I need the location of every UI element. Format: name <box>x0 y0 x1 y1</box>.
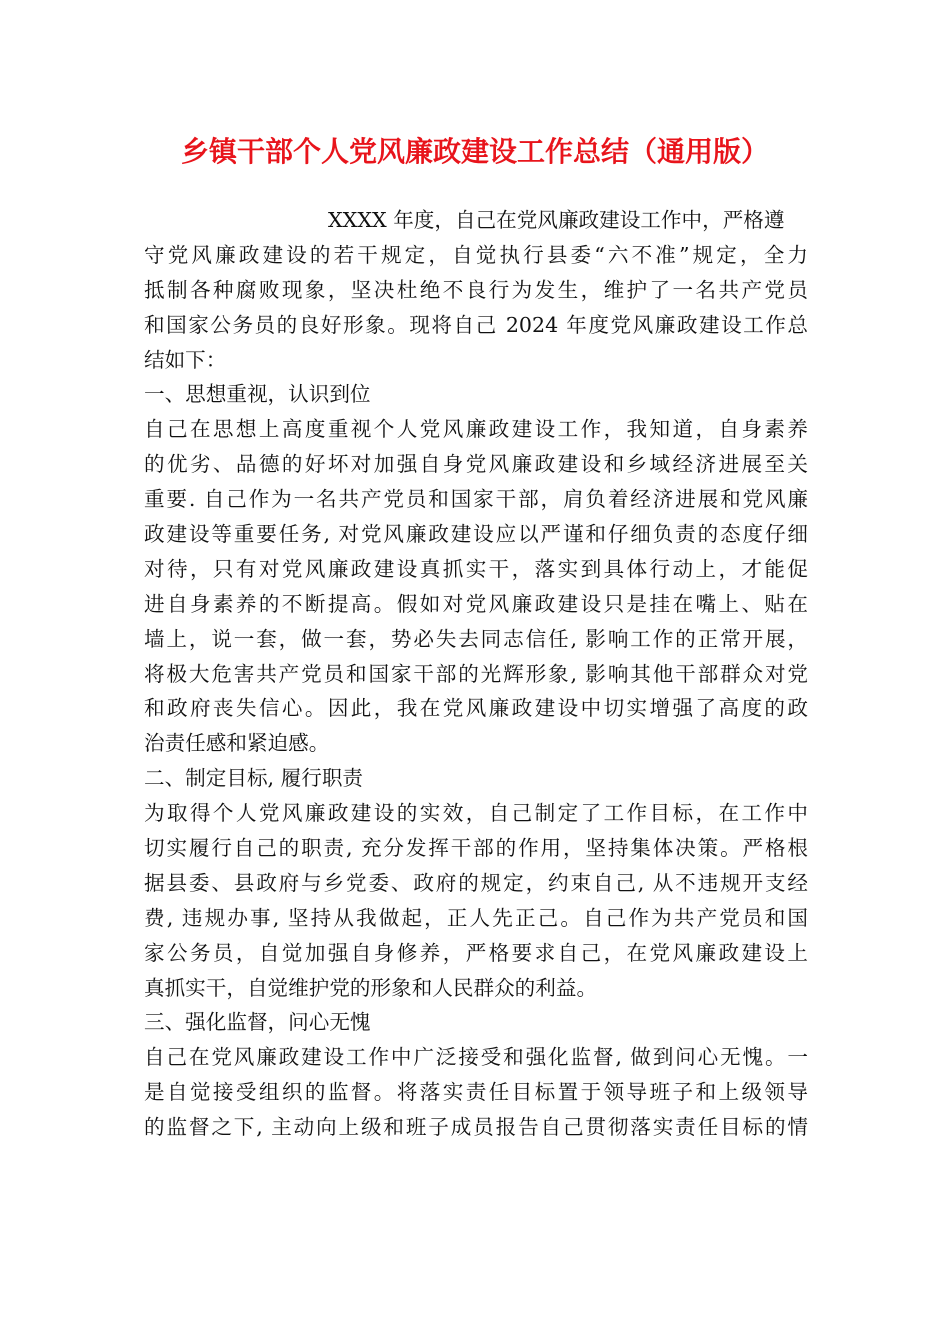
paragraph-line: 的监督之下, 主动向上级和班子成员报告自己贯彻落实责任目标的情 <box>144 1115 808 1140</box>
paragraph-line: 切实履行自己的职责, 充分发挥干部的作用，坚持集体决策。严格根 <box>144 836 808 861</box>
paragraph-line: 将极大危害共产党员和国家干部的光辉形象, 影响其他干部群众对党 <box>144 661 808 686</box>
paragraph-line: 守党风廉政建设的若干规定，自觉执行县委“六不准”规定，全力 <box>144 242 808 267</box>
document-body <box>144 203 808 1145</box>
document-title: 乡镇干部个人党风廉政建设工作总结（通用版） <box>180 135 769 168</box>
section-heading: 一、思想重视，认识到位 <box>144 382 371 407</box>
section-heading: 二、制定目标, 履行职责 <box>144 766 364 791</box>
paragraph-line: 家公务员，自觉加强自身修养，严格要求自己，在党风廉政建设上 <box>144 940 808 965</box>
paragraph-line: 和国家公务员的良好形象。现将自己 2024 年度党风廉政建设工作总 <box>144 312 808 337</box>
paragraph-line: 进自身素养的不断提高。假如对党风廉政建设只是挂在嘴上、贴在 <box>144 591 808 616</box>
paragraph-line: 的优劣、品德的好坏对加强自身党风廉政建设和乡域经济进展至关 <box>144 452 808 477</box>
paragraph-line: 和政府丧失信心。因此，我在党风廉政建设中切实增强了高度的政 <box>144 696 808 721</box>
paragraph-line: 墙上，说一套，做一套，势必失去同志信任, 影响工作的正常开展， <box>144 626 808 651</box>
paragraph-line: 自己在思想上高度重视个人党风廉政建设工作，我知道，自身素养 <box>144 417 808 442</box>
paragraph-line: 结如下： <box>144 347 227 372</box>
paragraph-line: 费, 违规办事, 坚持从我做起，正人先正己。自己作为共产党员和国 <box>144 905 808 930</box>
paragraph-line: 对待，只有对党风廉政建设真抓实干，落实到具体行动上，才能促 <box>144 556 808 581</box>
paragraph-line: 重要. 自己作为一名共产党员和国家干部，肩负着经济进展和党风廉 <box>144 487 808 512</box>
paragraph-line: 是自觉接受组织的监督。将落实责任目标置于领导班子和上级领导 <box>144 1080 808 1105</box>
section-heading: 三、强化监督，问心无愧 <box>144 1010 371 1035</box>
paragraph-line: 据县委、县政府与乡党委、政府的规定，约束自己, 从不违规开支经 <box>144 870 808 895</box>
paragraph-line: 抵制各种腐败现象，坚决杜绝不良行为发生，维护了一名共产党员 <box>144 277 808 302</box>
paragraph-line: 治责任感和紧迫感。 <box>144 731 330 756</box>
paragraph-line: 为取得个人党风廉政建设的实效，自己制定了工作目标，在工作中 <box>144 801 808 826</box>
paragraph-line: 政建设等重要任务, 对党风廉政建设应以严谨和仔细负责的态度仔细 <box>144 522 808 547</box>
paragraph-line: 真抓实干，自觉维护党的形象和人民群众的利益。 <box>144 975 598 1000</box>
paragraph-line: 自己在党风廉政建设工作中广泛接受和强化监督, 做到问心无愧。一 <box>144 1045 808 1070</box>
paragraph-line: XXXX 年度，自己在党风廉政建设工作中，严格遵 <box>328 208 785 232</box>
